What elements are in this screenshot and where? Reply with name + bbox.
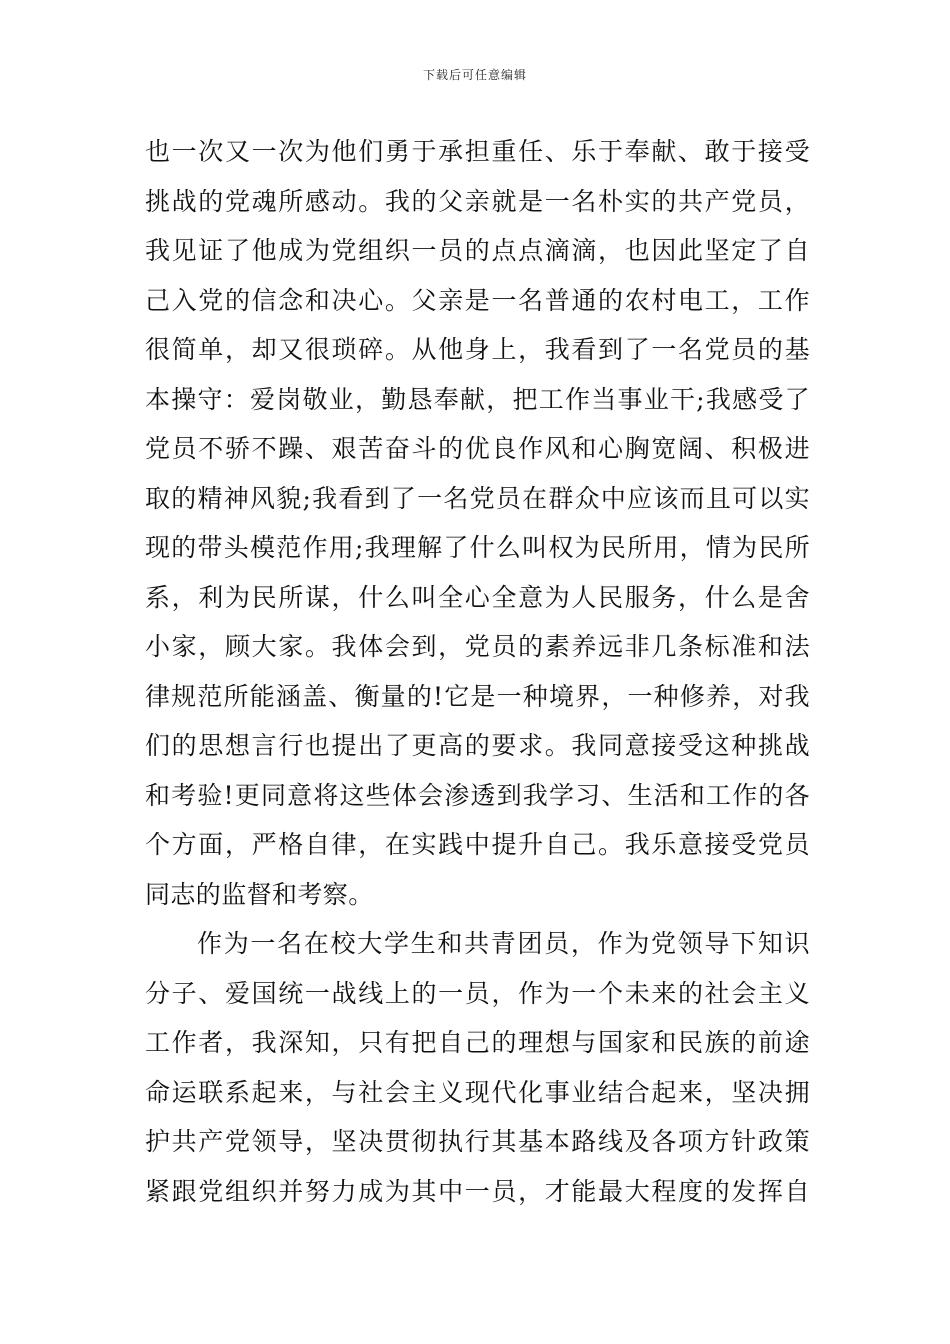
text-line: 小家，顾大家。我体会到，党员的素养远非几条标准和法 bbox=[145, 632, 810, 661]
text-line: 护共产党领导，坚决贯彻执行其基本路线及各项方针政策 bbox=[145, 1127, 810, 1156]
text-line: 紧跟党组织并努力成为其中一员，才能最大程度的发挥自 bbox=[145, 1176, 810, 1206]
text-line: 己入党的信念和决心。父亲是一名普通的农村电工，工作 bbox=[145, 285, 810, 315]
document-body bbox=[145, 127, 810, 1216]
text-line: 也一次又一次为他们勇于承担重任、乐于奉献、敢于接受 bbox=[145, 137, 810, 166]
text-line: 挑战的党魂所感动。我的父亲就是一名朴实的共产党员， bbox=[145, 186, 810, 216]
text-line: 现的带头模范作用;我理解了什么叫权为民所用，情为民所 bbox=[145, 533, 810, 562]
text-line: 们的思想言行也提出了更高的要求。我同意接受这种挑战 bbox=[145, 731, 810, 760]
text-line: 律规范所能涵盖、衡量的!它是一种境界，一种修养，对我 bbox=[145, 681, 810, 711]
text-line: 同志的监督和考察。 bbox=[145, 879, 374, 909]
paragraph-2 bbox=[145, 919, 810, 1216]
text-line: 个方面，严格自律，在实践中提升自己。我乐意接受党员 bbox=[145, 830, 810, 859]
text-line: 很简单，却又很琐碎。从他身上，我看到了一名党员的基 bbox=[145, 335, 810, 364]
text-line: 命运联系起来，与社会主义现代化事业结合起来，坚决拥 bbox=[145, 1077, 810, 1107]
paragraph-1 bbox=[145, 127, 810, 919]
page-header: 下载后可任意编辑 bbox=[422, 68, 527, 82]
text-line: 分子、爱国统一战线上的一员，作为一个未来的社会主义 bbox=[145, 978, 810, 1008]
text-line: 工作者，我深知，只有把自己的理想与国家和民族的前途 bbox=[145, 1028, 810, 1057]
text-line: 系，利为民所谋，什么叫全心全意为人民服务，什么是舍 bbox=[145, 582, 810, 612]
text-line: 党员不骄不躁、艰苦奋斗的优良作风和心胸宽阔、积极进 bbox=[145, 434, 810, 463]
text-line: 和考验!更同意将这些体会渗透到我学习、生活和工作的各 bbox=[145, 780, 810, 810]
text-line: 我见证了他成为党组织一员的点点滴滴，也因此坚定了自 bbox=[145, 236, 810, 265]
text-line: 取的精神风貌;我看到了一名党员在群众中应该而且可以实 bbox=[145, 483, 810, 513]
text-line: 作为一名在校大学生和共青团员，作为党领导下知识 bbox=[197, 929, 810, 958]
text-line: 本操守：爱岗敬业，勤恳奉献，把工作当事业干;我感受了 bbox=[145, 384, 810, 414]
